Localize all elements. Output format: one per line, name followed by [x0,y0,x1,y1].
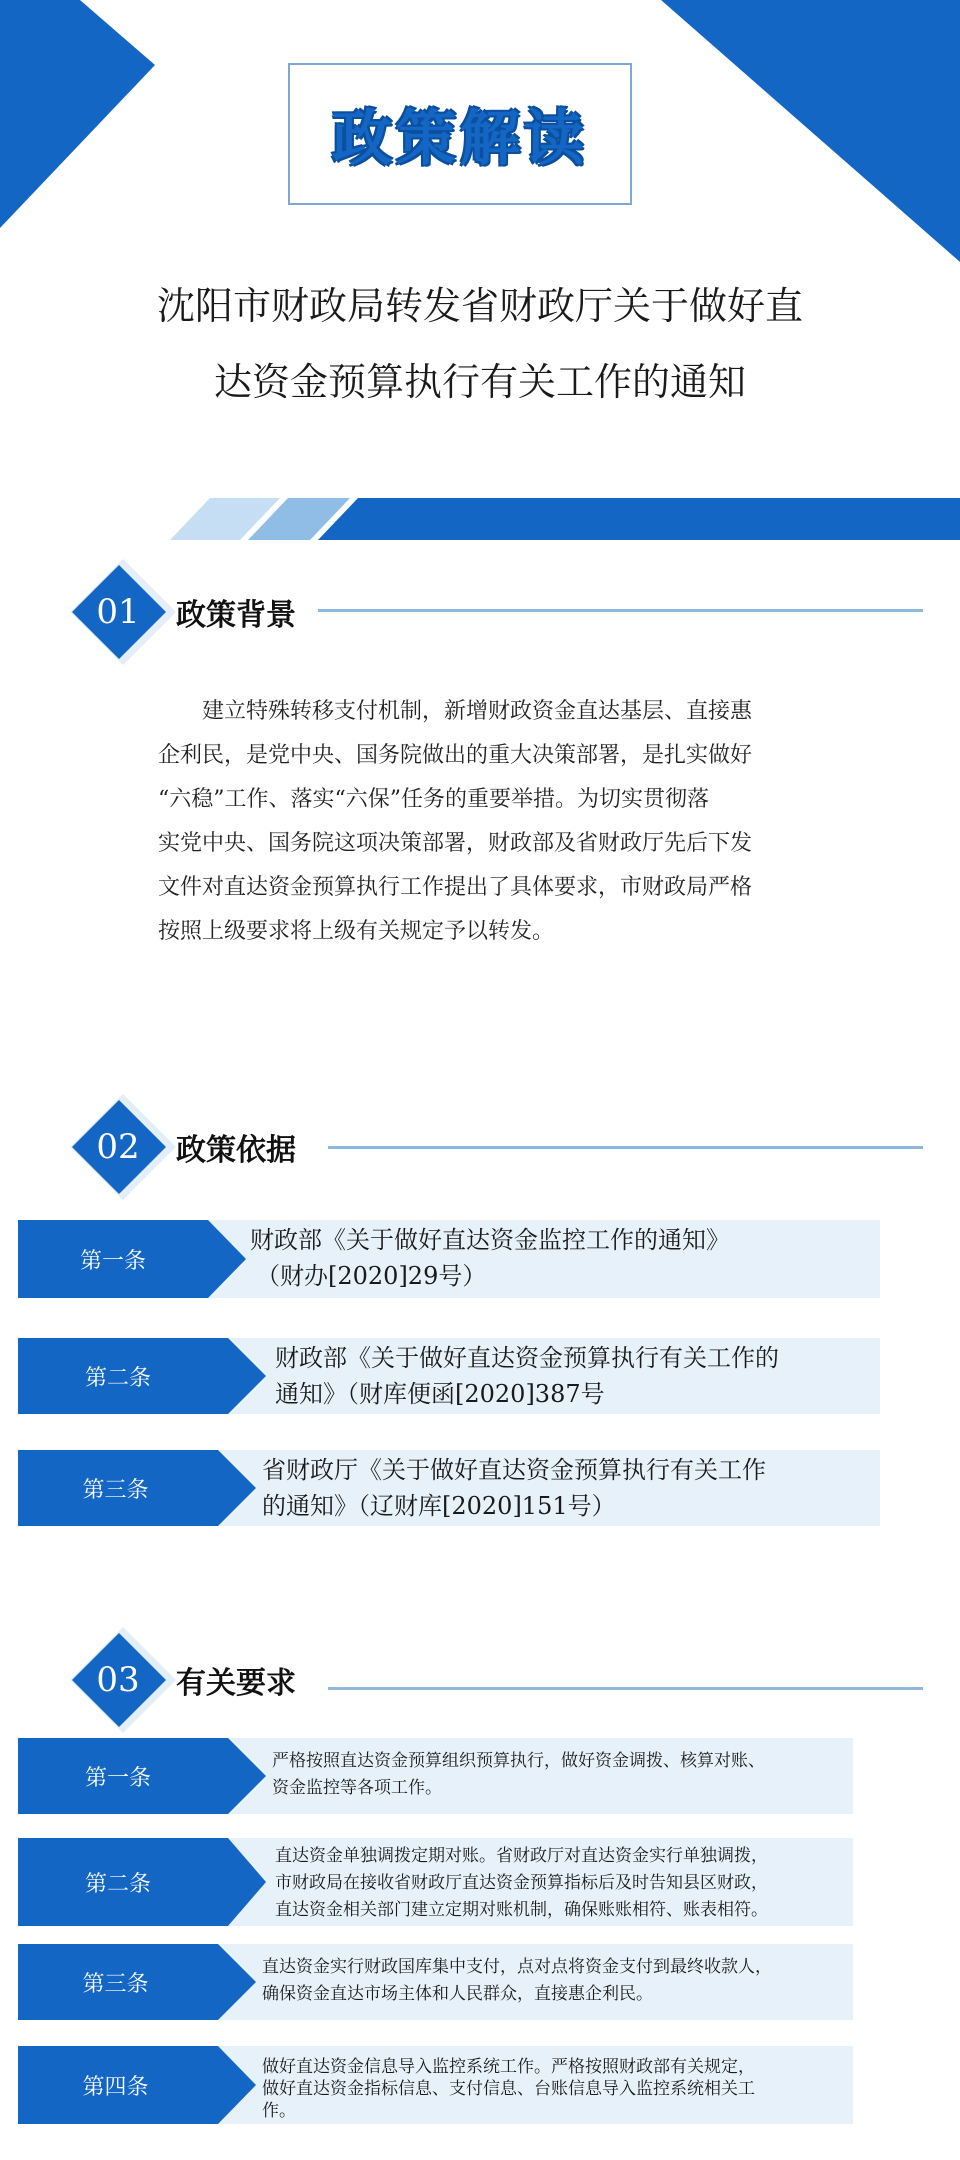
row-text [262,1954,772,2008]
row-text-line: 作。 [262,2101,296,2121]
section-header-3 [0,1625,960,1735]
section-number: 01 [96,592,140,632]
row-text-line: 直达资金实行财政国库集中支付，点对点将资金支付到最终收款人， [262,1957,772,1977]
paragraph-line: 企利民，是党中央、国务院做出的重大决策部署，是扎实做好 [158,743,753,768]
row-text-line: 做好直达资金信息导入监控系统工作。严格按照财政部有关规定， [262,2057,755,2077]
row-label: 第二条 [84,1871,151,1897]
requirement-row-1 [0,1738,960,1814]
row-text-line: 财政部《关于做好直达资金预算执行有关工作的 [275,1344,779,1372]
section-rule [328,1146,923,1149]
row-text-line: 通知》（财库便函[2020]387号 [275,1380,605,1408]
row-text-line: 市财政局在接收省财政厅直达资金预算指标后及时告知县区财政， [275,1873,768,1893]
row-label: 第一条 [79,1248,146,1274]
paragraph-line: 文件对直达资金预算执行工作提出了具体要求，市财政局严格 [158,875,753,900]
headline-line-2: 达资金预算执行有关工作的通知 [213,360,746,404]
basis-row-3 [0,1450,960,1526]
row-text-line: 直达资金单独调拨定期对账。省财政厅对直达资金实行单独调拨， [275,1846,768,1866]
row-text-line: （财办[2020]29号） [256,1262,487,1290]
row-text-line: 财政部《关于做好直达资金监控工作的通知》 [250,1226,730,1254]
stripe-divider [170,498,960,540]
row-text [262,1452,766,1524]
section-title: 有关要求 [176,1666,296,1701]
row-text [275,1843,768,1924]
top-right-corner-shape [655,0,960,270]
requirement-row-2 [0,1838,960,1926]
background-paragraph [158,690,808,954]
row-text [250,1222,730,1294]
section-number: 02 [96,1127,140,1167]
section-header-2 [0,1092,960,1202]
row-text [275,1340,779,1412]
requirement-row-4 [0,2046,960,2124]
headline-line-1: 沈阳市财政局转发省财政厅关于做好直 [156,284,803,328]
paragraph-line: 按照上级要求将上级有关规定予以转发。 [158,919,555,944]
section-header-1 [0,557,960,667]
row-text-line: 资金监控等各项工作。 [272,1778,442,1798]
banner-title-box [288,63,632,205]
row-text [272,1748,765,1802]
requirement-row-3 [0,1944,960,2020]
row-label: 第三条 [82,1477,149,1503]
row-label: 第四条 [82,2074,149,2100]
row-text-line: 省财政厅《关于做好直达资金预算执行有关工作 [262,1456,766,1484]
row-text-line: 做好直达资金指标信息、支付信息、台账信息导入监控系统相关工 [262,2079,755,2099]
row-label: 第二条 [84,1365,151,1391]
paragraph-line: 实党中央、国务院这项决策部署，财政部及省财政厅先后下发 [158,831,753,856]
paragraph-line: 建立特殊转移支付机制，新增财政资金直达基层、直接惠 [202,699,753,724]
section-rule [328,1687,923,1690]
basis-row-1 [0,1220,960,1298]
section-number: 03 [96,1660,140,1700]
basis-row-2 [0,1338,960,1414]
paragraph-line: “六稳”工作、落实“六保”任务的重要举措。为切实贯彻落 [158,787,709,812]
banner-title: 政策解读 [332,104,588,174]
row-text-line: 确保资金直达市场主体和人民群众，直接惠企利民。 [262,1984,653,2004]
row-text-line: 严格按照直达资金预算组织预算执行，做好资金调拨、核算对账、 [272,1751,765,1771]
section-rule [318,609,923,612]
row-text [262,2056,755,2122]
row-label: 第一条 [84,1765,151,1791]
section-title: 政策背景 [176,598,296,633]
section-title: 政策依据 [176,1133,296,1168]
row-text-line: 的通知》（辽财库[2020]151号） [262,1492,616,1520]
row-label: 第三条 [82,1971,149,1997]
top-left-corner-shape [0,0,160,240]
row-text-line: 直达资金相关部门建立定期对账机制，确保账账相符、账表相符。 [275,1900,768,1920]
